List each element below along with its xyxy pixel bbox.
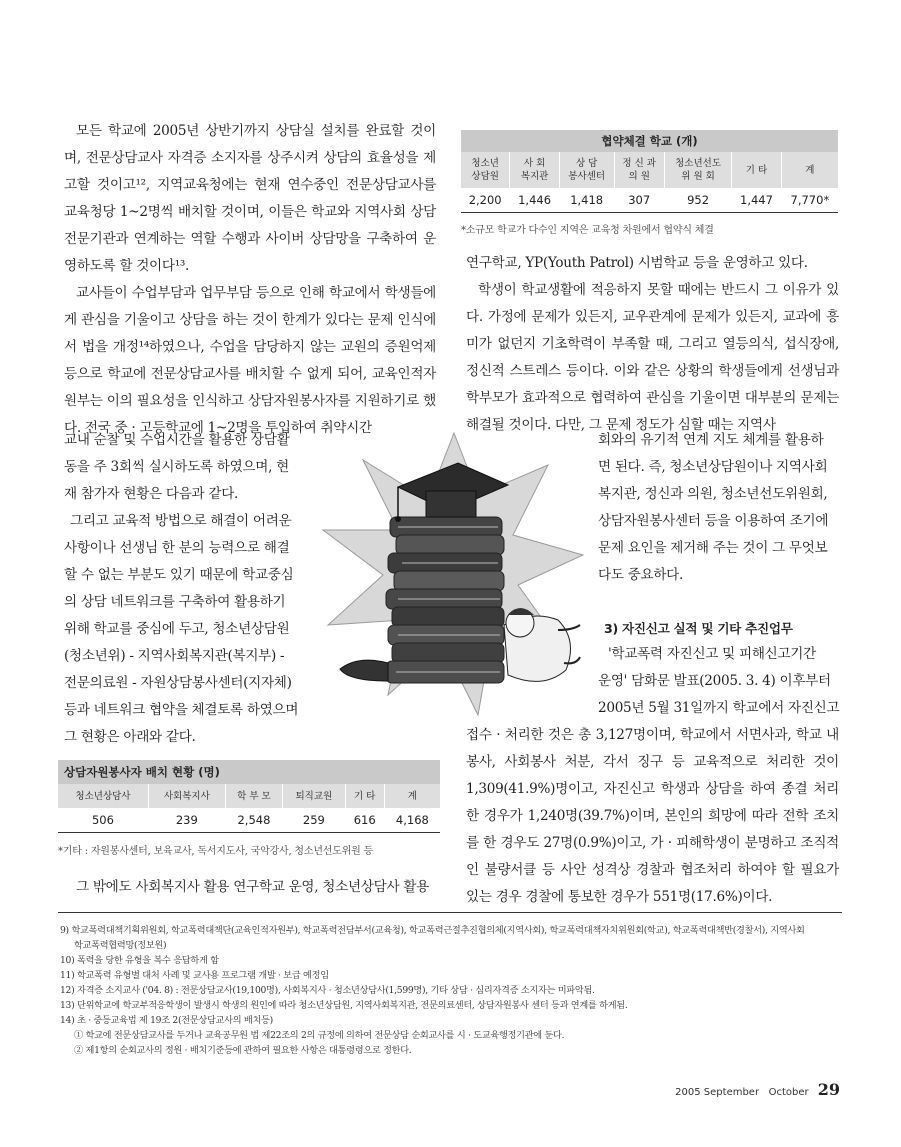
table-cell: 7,770*	[781, 188, 838, 213]
table-header: 청소년상담사	[58, 784, 148, 808]
footnote: ① 학교에 전문상담교사를 두거나 교육공무원 법 제22조의 2의 규정에 의하여 전문상담 순회교사를 시 · 도교육행정기관에 둔다.	[74, 1030, 565, 1041]
text-line: 전문의료원 - 자원상담봉사센터(지자체)	[64, 675, 292, 691]
footnote: 학교폭력협력망(정보원)	[74, 940, 167, 951]
footnotes	[60, 923, 840, 1058]
text-line: 다도 중요하다.	[598, 567, 684, 583]
text-line: 재 참가자 현황은 다음과 같다.	[64, 486, 239, 502]
text-line: '학교폭력 자진신고 및 피해신고기간	[608, 646, 816, 662]
right-column-narrow-2	[598, 641, 840, 722]
text-line: 할 수 없는 부분도 있기 때문에 학교중심	[64, 567, 294, 583]
agreement-table	[461, 130, 838, 213]
books-illustration	[318, 425, 590, 730]
table-header: 정 신 과 의 원	[614, 152, 664, 188]
text-line: 2005년 5월 31일까지 학교에서 자진신고	[598, 700, 840, 716]
volunteer-table	[58, 760, 440, 833]
text-line: 의 상담 네트워크를 구축하여 활용하기	[64, 594, 286, 610]
table-cell: 307	[614, 188, 664, 213]
text-line: (청소년위) - 지역사회복지관(복지부) -	[64, 648, 285, 664]
text-line: 상담자원봉사센터 등을 이용하여 조기에	[598, 513, 829, 529]
table-note: *소규모 학교가 다수인 지역은 교육청 차원에서 협약식 체결	[461, 225, 714, 236]
table-header: 퇴직교원	[283, 784, 345, 808]
text-line: 등과 네트워크 협약을 체결토록 하였으며	[64, 702, 299, 718]
issue-date: 2005 September October	[675, 1087, 809, 1098]
text-line: 교내 순찰 및 수업시간을 활용한 상담활	[64, 432, 290, 448]
table-header: 계	[384, 784, 440, 808]
table-caption: 협약체결 학교 (개)	[461, 130, 838, 152]
table-cell: 4,168	[384, 808, 440, 833]
right-column-bottom	[466, 722, 839, 911]
footnote-separator	[58, 912, 842, 913]
agreement-table-block	[461, 130, 838, 236]
text-line: 복지관, 정신과 의원, 청소년선도위원회,	[598, 486, 828, 502]
paragraph: 교사들이 수업부담과 업무부담 등으로 인해 학교에서 학생들에게 관심을 기울이고 상담을 하는 것이 한계가 있다는 문제 인식에서 법을 개정¹⁴하였으나, 수업을 담당하지 않는 교원의 증원억제 등으로 학교에 전문상담교사를 배치할 수 없게 되어, 교육인적자원부는 이의 필요성을 인식하고 상담자원봉사자를 지원하기로 했다. 전국 중 · 고등학교에 1~2명을 투입하여 취약시간	[64, 285, 436, 436]
footnote: 11) 학교폭력 유형별 대처 사례 및 교사용 프로그램 개발 · 보급 예정임	[60, 970, 329, 981]
table-caption: 상담자원봉사자 배치 현황 (명)	[58, 760, 440, 784]
table-cell: 506	[58, 808, 148, 833]
table-header: 사회복지사	[148, 784, 225, 808]
table-header: 기 타	[732, 152, 782, 188]
table-cell: 1,418	[559, 188, 614, 213]
volunteer-table-block	[58, 760, 440, 857]
table-cell: 616	[345, 808, 384, 833]
text-line: 회와의 유기적 연계 지도 체계를 활용하	[598, 432, 824, 448]
footnote: 14) 초 · 중등교육법 제 19조 2(전문상담교사의 배치등)	[60, 1015, 273, 1026]
table-cell: 1,446	[510, 188, 560, 213]
table-note: *기타 : 자원봉사센터, 보육교사, 독서지도사, 국악강사, 청소년선도위원 등	[58, 846, 374, 857]
paragraph: 모든 학교에 2005년 상반기까지 상담실 설치를 완료할 것이며, 전문상담교사 자격증 소지자를 상주시켜 상담의 효율성을 제고할 것이고¹², 지역교육청에는 현재 연수중인 전문상담교사를 교육청당 1~2명씩 배치할 것이며, 이들은 학교와 지역사회 상담전문기관과 연계하는 역할 수행과 사이버 상담망을 구축하여 운영하도록 할 것이다¹³.	[64, 123, 436, 274]
table-header: 상 담 봉사센터	[559, 152, 614, 188]
left-column-bottom	[64, 874, 440, 901]
table-cell: 239	[148, 808, 225, 833]
student-figure	[504, 608, 580, 681]
left-column-top	[64, 118, 436, 442]
footnote: 10) 폭력을 당한 유형을 복수 응답하게 함	[60, 955, 219, 966]
table-cell: 2,200	[461, 188, 510, 213]
right-column-narrow	[598, 427, 840, 589]
footnote: 12) 자격증 소지교사 ('04. 8) : 전문상담교사(19,100명), 사회복지사 · 청소년상담사(1,599명), 기타 상담 · 심리자격증 소지자는 미파악됨.	[60, 985, 595, 996]
text-line: 면 된다. 즉, 청소년상담원이나 지역사회	[598, 459, 828, 475]
table-header: 기 타	[345, 784, 384, 808]
right-column-top	[466, 250, 839, 439]
page-number: 29	[817, 1080, 840, 1099]
text-line: 동을 주 3회씩 실시하도록 하였으며, 현	[64, 459, 289, 475]
text-line: 위해 학교를 중심에 두고, 청소년상담원	[64, 621, 290, 637]
table-header: 사 회 복지관	[510, 152, 560, 188]
book-stack	[386, 517, 504, 683]
text-line: 사항이나 선생님 한 분의 능력으로 해결	[64, 540, 290, 556]
student-legs	[340, 660, 388, 681]
table-header: 청소년선도 위 원 회	[664, 152, 731, 188]
paragraph: 그 밖에도 사회복지사 활용 연구학교 운영, 청소년상담사 활용	[76, 879, 429, 895]
text-line: 문제 요인을 제거해 주는 것이 그 무엇보	[598, 540, 828, 556]
table-header: 계	[781, 152, 838, 188]
left-column-narrow	[64, 427, 314, 751]
text-line: 그리고 교육적 방법으로 해결이 어려운	[70, 513, 292, 529]
paragraph: 접수 · 처리한 것은 총 3,127명이며, 학교에서 서면사과, 학교 내 봉사, 사회봉사 처분, 각서 징구 등 교육적으로 처리한 것이 1,309(41.9%)명이고, 자진신고 학생과 상담을 하여 종결 처리한 경우가 1,240명(39.7%)이며, 본인의 희망에 따라 전학 조치를 한 경우도 27명(0.9%)이고, 가 · 피해학생이 분명하고 조직적인 불량서클 등 사안 성격상 경찰과 협조처리 하여야 할 필요가 있는 경우 경찰에 통보한 경우가 551명(17.6%)이다.	[466, 727, 839, 905]
page-footer	[650, 1080, 840, 1099]
table-cell: 259	[283, 808, 345, 833]
text-line: 운영' 담화문 발표(2005. 3. 4) 이후부터	[598, 673, 831, 689]
table-cell: 1,447	[732, 188, 782, 213]
table-header: 학 부 모	[225, 784, 282, 808]
table-cell: 952	[664, 188, 731, 213]
footnote: 9) 학교폭력대책기획위원회, 학교폭력대책단(교육인적자원부), 학교폭력전담부서(교육청), 학교폭력근절추진협의체(지역사회), 학교폭력대책자치위원회(학교), 학교폭력대책반(경찰서), 지역사회	[60, 925, 805, 936]
paragraph: 학생이 학교생활에 적응하지 못할 때에는 반드시 그 이유가 있다. 가정에 문제가 있든지, 교우관계에 문제가 있든지, 교과에 흥미가 없던지 기초학력이 부족할 때, 그리고 열등의식, 섭식장애, 정신적 스트레스 등이다. 이와 같은 상황의 학생들에게 선생님과 학부모가 효과적으로 협력하여 관심을 기울이면 대부분의 문제는 해결될 것이다. 다만, 그 문제 정도가 심할 때는 지역사	[466, 282, 839, 433]
table-header: 청소년 상담원	[461, 152, 510, 188]
section-heading: 3) 자진신고 실적 및 기타 추진업무	[604, 621, 793, 636]
footnote: 13) 단위학교에 학교부적응학생이 발생시 학생의 원인에 따라 청소년상담원, 지역사회복지관, 전문의료센터, 상담자원봉사 센터 등과 연계를 하게됨.	[60, 1000, 628, 1011]
footnote: ② 제1항의 순회교사의 정원 · 배치기준등에 관하여 필요한 사항은 대통령령으로 정한다.	[74, 1045, 412, 1056]
paragraph: 연구학교, YP(Youth Patrol) 시범학교 등을 운영하고 있다.	[466, 255, 808, 271]
table-cell: 2,548	[225, 808, 282, 833]
text-line: 그 현황은 아래와 같다.	[64, 729, 196, 745]
